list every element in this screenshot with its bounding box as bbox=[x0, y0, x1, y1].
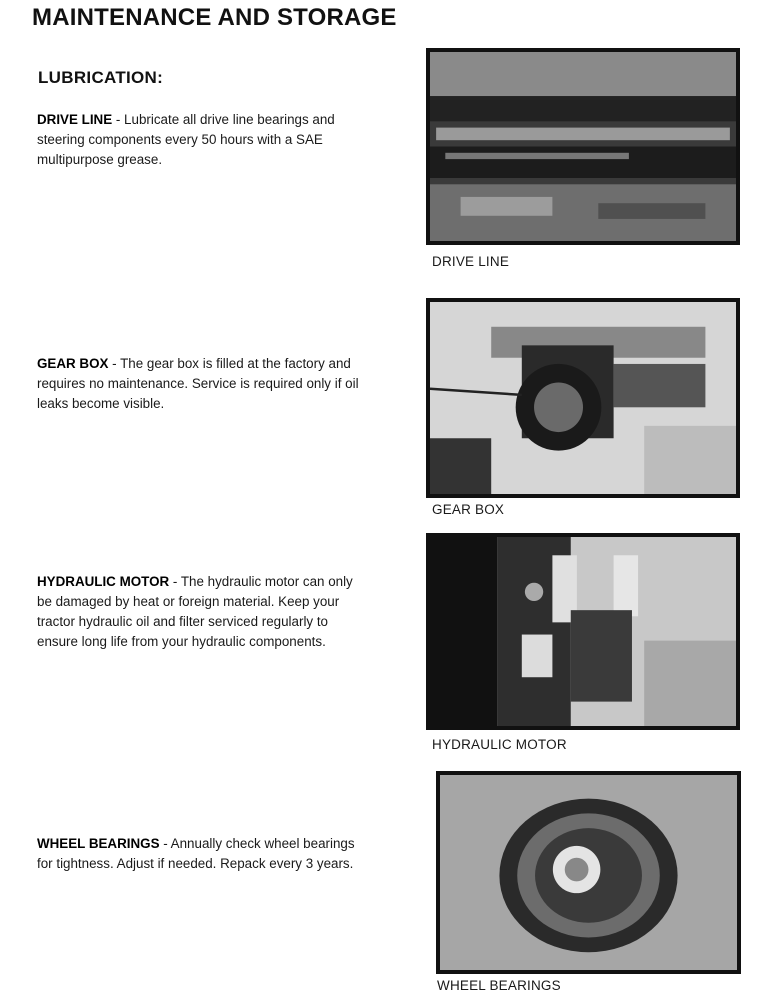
drive-line-text: - Lubricate all drive line bearings and steering components every 50 hours with a SAE multipurpose grease. bbox=[37, 112, 335, 167]
gear-box-caption: GEAR BOX bbox=[432, 502, 505, 517]
wheel-bearings-paragraph bbox=[37, 834, 367, 874]
hydraulic-motor-heading: HYDRAULIC MOTOR bbox=[37, 574, 170, 589]
hydraulic-motor-paragraph bbox=[37, 572, 367, 652]
wheel-bearings-text: - Annually check wheel bearings for tightness. Adjust if needed. Repack every 3 years. bbox=[37, 836, 355, 871]
gear-box-heading: GEAR BOX bbox=[37, 356, 109, 371]
drive-line-paragraph bbox=[37, 110, 367, 170]
drive-line-photo bbox=[426, 48, 740, 245]
hydraulic-motor-image bbox=[430, 537, 736, 726]
page-title: MAINTENANCE AND STORAGE bbox=[32, 4, 397, 31]
wheel-bearings-photo bbox=[436, 771, 741, 974]
hydraulic-motor-photo bbox=[426, 533, 740, 730]
wheel-bearings-image bbox=[440, 775, 737, 970]
drive-line-heading: DRIVE LINE bbox=[37, 112, 113, 127]
wheel-bearings-heading: WHEEL BEARINGS bbox=[37, 836, 160, 851]
gear-box-image bbox=[430, 302, 736, 494]
gear-box-text: - The gear box is filled at the factory and requires no maintenance. Service is required only if oil leaks become visible. bbox=[37, 356, 359, 411]
gear-box-photo bbox=[426, 298, 740, 498]
hydraulic-motor-caption: HYDRAULIC MOTOR bbox=[432, 737, 567, 752]
drive-line-image bbox=[430, 52, 736, 241]
gear-box-paragraph bbox=[37, 354, 367, 414]
section-heading-lubrication: LUBRICATION: bbox=[38, 68, 164, 87]
wheel-bearings-caption: WHEEL BEARINGS bbox=[437, 978, 561, 993]
hydraulic-motor-text: - The hydraulic motor can only be damaged by heat or foreign material. Keep your tractor hydraulic oil and filter serviced regularly to ensure long life from your hydraulic components. bbox=[37, 574, 353, 649]
drive-line-caption: DRIVE LINE bbox=[432, 254, 510, 269]
